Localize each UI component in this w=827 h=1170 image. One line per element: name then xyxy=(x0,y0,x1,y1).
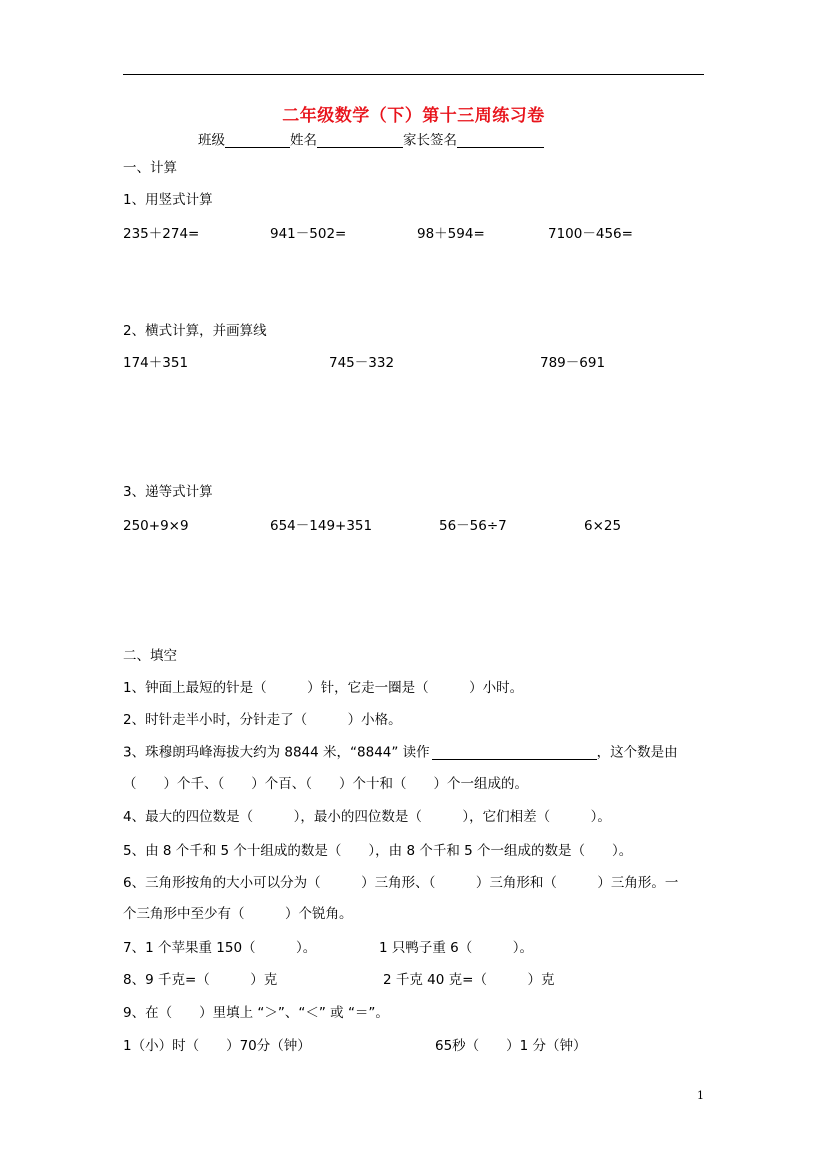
fill-question: （ ）个千、（ ）个百、（ ）个十和（ ）个一组成的。 xyxy=(123,776,528,792)
fill-question-text: 3、珠穆朗玛峰海拔大约为 8844 米，“8844” 读作 xyxy=(123,744,430,761)
question-label: 2、横式计算，并画算线 xyxy=(123,323,267,339)
class-label: 班级 xyxy=(198,132,225,149)
worksheet-title: 二年级数学（下）第十三周练习卷 xyxy=(282,106,545,126)
section-heading-calc: 一、计算 xyxy=(123,160,177,176)
fill-question: 1（小）时（ ）70分（钟） xyxy=(123,1038,311,1054)
page-number: 1 xyxy=(697,1089,704,1102)
parent-signature-blank xyxy=(457,134,544,148)
fill-question xyxy=(123,746,678,760)
class-blank xyxy=(225,134,290,148)
fill-question: 8、9 千克=（ ）克 xyxy=(123,972,278,988)
problem: 745－332 xyxy=(329,355,395,371)
problem: 98＋594= xyxy=(417,226,485,242)
fill-question: 9、在（ ）里填上 “＞”、“＜” 或 “＝”。 xyxy=(123,1005,389,1021)
student-info-row xyxy=(198,134,544,148)
parent-signature-label: 家长签名 xyxy=(403,132,457,149)
question-label: 1、用竖式计算 xyxy=(123,192,213,208)
problem: 56－56÷7 xyxy=(439,518,507,534)
header-rule xyxy=(123,74,704,75)
fill-question: 1 只鸭子重 6（ ）。 xyxy=(379,940,534,956)
problem: 654－149+351 xyxy=(270,518,373,534)
answer-blank xyxy=(432,746,597,760)
problem: 789－691 xyxy=(540,355,606,371)
fill-question: 6、三角形按角的大小可以分为（ ）三角形、（ ）三角形和（ ）三角形。一 xyxy=(123,875,679,891)
question-label: 3、递等式计算 xyxy=(123,484,213,500)
fill-question: 个三角形中至少有（ ）个锐角。 xyxy=(123,906,353,922)
section-heading-fill: 二、填空 xyxy=(123,648,177,664)
fill-question-text: ，这个数是由 xyxy=(596,744,678,761)
fill-question: 4、最大的四位数是（ ），最小的四位数是（ ），它们相差（ ）。 xyxy=(123,809,611,825)
fill-question: 2 千克 40 克=（ ）克 xyxy=(383,972,555,988)
problem: 941－502= xyxy=(270,226,347,242)
problem: 250+9×9 xyxy=(123,518,189,534)
problem: 7100－456= xyxy=(548,226,633,242)
fill-question: 65秒（ ）1 分（钟） xyxy=(435,1038,587,1054)
fill-question: 2、时针走半小时，分针走了（ ）小格。 xyxy=(123,712,402,728)
name-label: 姓名 xyxy=(290,132,317,149)
problem: 6×25 xyxy=(584,518,622,534)
problem: 174＋351 xyxy=(123,355,189,371)
fill-question: 5、由 8 个千和 5 个十组成的数是（ ），由 8 个千和 5 个一组成的数是（ ）。 xyxy=(123,843,633,859)
problem: 235＋274= xyxy=(123,226,200,242)
fill-question: 7、1 个苹果重 150（ ）。 xyxy=(123,940,317,956)
name-blank xyxy=(317,134,403,148)
fill-question: 1、钟面上最短的针是（ ）针，它走一圈是（ ）小时。 xyxy=(123,680,524,696)
